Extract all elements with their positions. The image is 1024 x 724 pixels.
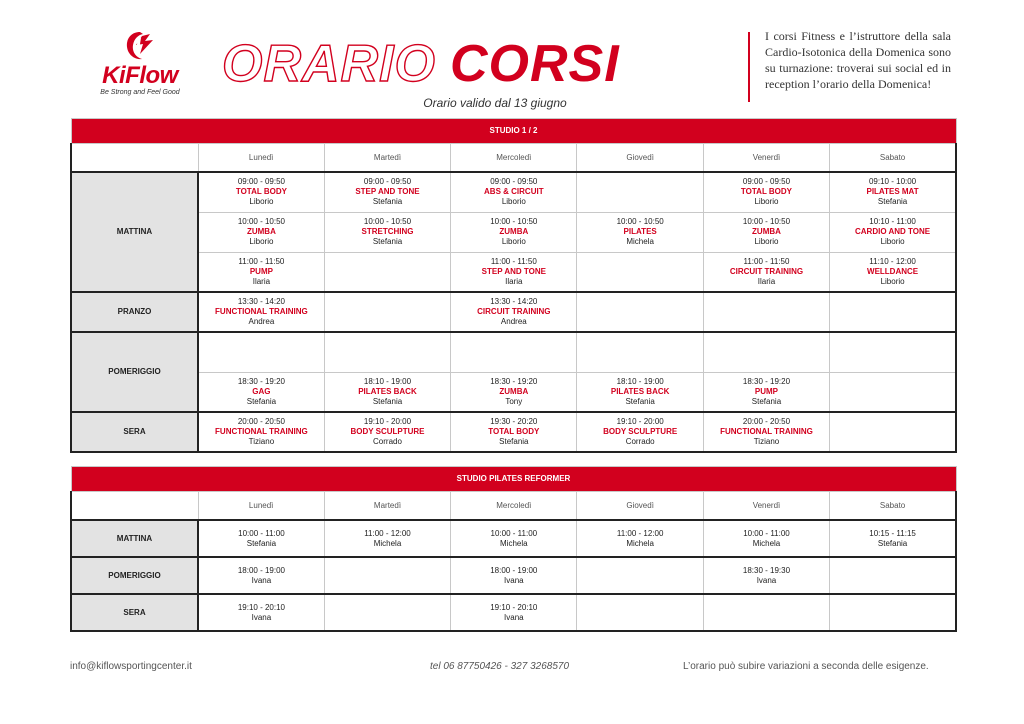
slot-instructor: Andrea (248, 317, 275, 326)
slot-class-name: ZUMBA (246, 227, 276, 236)
corner-cell (71, 144, 198, 173)
slot-class-name: PILATES BACK (610, 386, 670, 396)
slot-time: 10:10 - 11:00 (869, 217, 916, 226)
page-title (222, 36, 620, 96)
day-header: Sabato (830, 144, 956, 173)
slot-time: 09:00 - 09:50 (237, 177, 285, 187)
day-header: Giovedì (577, 492, 703, 521)
class-slot (703, 172, 829, 212)
slot-time: 10:00 - 10:50 (616, 217, 664, 226)
class-slot (324, 412, 450, 452)
slot-time: 18:10 - 19:00 (363, 376, 412, 386)
slot-time: 10:00 - 11:00 (490, 528, 538, 538)
class-slot (198, 252, 324, 292)
class-slot (703, 520, 829, 557)
brand-name: KiFlow (102, 62, 178, 89)
empty-slot (577, 332, 703, 372)
slot-class-name: STRETCHING (361, 227, 414, 236)
class-slot (451, 252, 577, 292)
slot-time: 19:10 - 20:00 (616, 417, 664, 426)
day-header: Mercoledì (451, 492, 577, 521)
footer-phone: tel 06 87750426 - 327 3268570 (430, 661, 570, 672)
slot-time: 19:10 - 20:10 (490, 602, 538, 612)
slot-instructor: Michela (373, 538, 402, 548)
slot-instructor: Liborio (249, 237, 274, 246)
note-divider (748, 32, 750, 102)
class-slot (451, 412, 577, 452)
slot-class-name: FUNCTIONAL TRAINING (215, 307, 308, 316)
slot-time: 09:10 - 10:00 (868, 177, 917, 187)
class-slot (577, 412, 703, 452)
footer-disclaimer: L’orario può subire variazioni a seconda delle esigenze. (683, 661, 929, 672)
class-slot (198, 557, 324, 594)
slot-class-name: STEP AND TONE (481, 266, 546, 276)
class-slot (198, 520, 324, 557)
slot-class-name: PILATES BACK (358, 386, 417, 396)
empty-slot (577, 252, 703, 292)
slot-class-name: ZUMBA (499, 227, 529, 236)
brand-tagline: Be Strong and Feel Good (100, 89, 180, 96)
slot-instructor: Stefania (246, 538, 277, 548)
class-slot (451, 594, 577, 631)
slot-class-name: TOTAL BODY (740, 187, 793, 197)
class-slot (198, 412, 324, 452)
class-slot (830, 172, 956, 212)
studio-title: STUDIO PILATES REFORMER (71, 467, 956, 492)
day-header: Lunedì (198, 492, 324, 521)
slot-class-name: CIRCUIT TRAINING (729, 266, 804, 276)
slot-instructor: Corrado (373, 437, 402, 446)
slot-instructor: Ivana (504, 612, 524, 622)
slot-instructor: Ivana (251, 575, 272, 585)
slot-class-name: CIRCUIT TRAINING (477, 307, 551, 316)
slot-time: 11:00 - 12:00 (616, 528, 664, 538)
class-slot (324, 520, 450, 557)
time-band-label: MATTINA (71, 520, 198, 557)
slot-time: 09:00 - 09:50 (742, 177, 791, 187)
day-header: Lunedì (198, 144, 324, 173)
empty-slot (324, 557, 450, 594)
slot-time: 19:30 - 20:20 (490, 417, 538, 426)
slot-class-name: PUMP (754, 386, 779, 396)
slot-instructor: Tony (505, 396, 523, 406)
title-outline: ORARIO (222, 35, 436, 93)
slot-time: 10:00 - 11:00 (238, 528, 285, 538)
time-band-label: POMERIGGIO (71, 557, 198, 594)
class-slot (830, 252, 956, 292)
slot-time: 18:30 - 19:20 (742, 376, 791, 386)
empty-slot (324, 594, 450, 631)
slot-instructor: Michela (626, 237, 654, 246)
slot-instructor: Stefania (372, 237, 403, 246)
validity-date: Orario valido dal 13 giugno (423, 96, 567, 110)
slot-time: 18:00 - 19:00 (490, 565, 538, 575)
slot-instructor: Michela (752, 538, 781, 548)
brand-logo (90, 30, 190, 96)
title-solid: CORSI (450, 35, 620, 93)
empty-slot (830, 332, 956, 372)
slot-class-name: BODY SCULPTURE (350, 427, 425, 436)
slot-class-name: WELLDANCE (867, 266, 919, 276)
time-band-label: MATTINA (71, 172, 198, 292)
slot-instructor: Liborio (754, 237, 779, 246)
class-slot (198, 212, 324, 252)
class-slot (324, 212, 450, 252)
class-slot (451, 557, 577, 594)
slot-instructor: Andrea (500, 317, 527, 326)
studio2-schedule (70, 466, 957, 632)
slot-instructor: Stefania (372, 396, 403, 406)
slot-time: 10:00 - 10:50 (237, 217, 285, 226)
empty-slot (577, 594, 703, 631)
slot-class-name: PILATES MAT (866, 187, 919, 197)
slot-time: 10:00 - 11:00 (743, 528, 790, 538)
time-band-label: POMERIGGIO (71, 332, 198, 412)
day-header: Giovedì (577, 144, 703, 173)
class-slot (703, 252, 829, 292)
class-slot (451, 292, 577, 332)
slot-time: 11:00 - 11:50 (490, 256, 537, 266)
class-slot (324, 372, 450, 412)
slot-instructor: Michela (626, 538, 654, 548)
slot-time: 18:30 - 19:30 (742, 565, 791, 575)
slot-instructor: Ivana (504, 575, 524, 585)
class-slot (703, 412, 829, 452)
time-band-label: PRANZO (71, 292, 198, 332)
slot-class-name: TOTAL BODY (488, 427, 540, 436)
slot-time: 13:30 - 14:20 (237, 297, 285, 306)
empty-slot (703, 594, 829, 631)
class-slot (830, 520, 956, 557)
empty-slot (451, 332, 577, 372)
class-slot (703, 557, 829, 594)
corner-cell (71, 492, 198, 521)
footer-email[interactable]: info@kiflowsportingcenter.it (70, 661, 192, 672)
empty-slot (577, 292, 703, 332)
empty-slot (830, 372, 956, 412)
class-slot (198, 372, 324, 412)
empty-slot (324, 292, 450, 332)
time-band-label: SERA (71, 594, 198, 631)
slot-time: 13:30 - 14:20 (490, 297, 538, 306)
slot-instructor: Liborio (249, 197, 274, 207)
empty-slot (577, 557, 703, 594)
slot-time: 11:00 - 11:50 (743, 256, 790, 266)
slot-instructor: Stefania (625, 396, 655, 406)
slot-class-name: CARDIO AND TONE (855, 227, 931, 236)
slot-instructor: Ilaria (252, 276, 271, 286)
slot-instructor: Stefania (877, 538, 908, 548)
class-slot (577, 212, 703, 252)
empty-slot (830, 594, 956, 631)
slot-class-name: STEP AND TONE (355, 187, 420, 197)
slot-time: 20:00 - 20:50 (237, 417, 285, 426)
slot-instructor: Ilaria (757, 276, 776, 286)
class-slot (451, 372, 577, 412)
empty-slot (324, 252, 450, 292)
slot-time: 18:30 - 19:20 (490, 376, 538, 386)
empty-slot (830, 557, 956, 594)
slot-time: 10:15 - 11:15 (869, 528, 916, 538)
empty-slot (830, 412, 956, 452)
day-header: Martedì (324, 144, 450, 173)
slot-class-name: TOTAL BODY (235, 187, 287, 197)
empty-slot (703, 332, 829, 372)
slot-instructor: Tiziano (248, 437, 275, 446)
slot-instructor: Stefania (246, 396, 277, 406)
slot-class-name: GAG (252, 386, 271, 396)
slot-class-name: FUNCTIONAL TRAINING (215, 427, 308, 436)
day-header: Venerdì (703, 144, 829, 173)
sunday-note: I corsi Fitness e l’istruttore della sala Cardio-Isotonica della Domenica sono su turnazione: troverai sui social ed in reception l’orario della Domenica! (765, 29, 951, 91)
empty-slot (324, 332, 450, 372)
slot-instructor: Stefania (372, 197, 403, 207)
slot-time: 20:00 - 20:50 (742, 417, 791, 426)
slot-instructor: Ivana (251, 612, 272, 622)
class-slot (577, 520, 703, 557)
class-slot (198, 292, 324, 332)
slot-time: 19:10 - 20:00 (363, 417, 412, 426)
slot-instructor: Ivana (756, 575, 777, 585)
slot-class-name: ZUMBA (752, 227, 781, 236)
slot-instructor: Stefania (751, 396, 782, 406)
slot-instructor: Liborio (880, 237, 905, 246)
slot-time: 18:10 - 19:00 (616, 376, 664, 386)
empty-slot (703, 292, 829, 332)
slot-class-name: PUMP (249, 266, 273, 276)
slot-time: 19:10 - 20:10 (237, 602, 285, 612)
slot-time: 10:00 - 10:50 (363, 217, 412, 226)
class-slot (451, 520, 577, 557)
slot-instructor: Liborio (880, 276, 905, 286)
slot-instructor: Corrado (625, 437, 655, 446)
slot-instructor: Ilaria (505, 276, 523, 286)
slot-time: 09:00 - 09:50 (490, 177, 538, 187)
slot-instructor: Liborio (501, 197, 526, 207)
slot-time: 11:00 - 11:50 (238, 256, 285, 266)
day-header: Mercoledì (451, 144, 577, 173)
slot-class-name: ZUMBA (499, 386, 529, 396)
slot-time: 11:00 - 12:00 (364, 528, 411, 538)
slot-instructor: Liborio (754, 197, 779, 207)
class-slot (830, 212, 956, 252)
slot-class-name: ABS & CIRCUIT (484, 187, 544, 197)
slot-instructor: Michela (500, 538, 528, 548)
slot-time: 10:00 - 10:50 (742, 217, 791, 226)
class-slot (451, 212, 577, 252)
slot-instructor: Liborio (501, 237, 526, 246)
slot-time: 10:00 - 10:50 (490, 217, 538, 226)
time-band-label: SERA (71, 412, 198, 452)
class-slot (451, 172, 577, 212)
class-slot (703, 212, 829, 252)
slot-time: 18:30 - 19:20 (237, 376, 285, 386)
slot-class-name: BODY SCULPTURE (603, 427, 678, 436)
class-slot (198, 172, 324, 212)
day-header: Sabato (830, 492, 956, 521)
day-header: Venerdì (703, 492, 829, 521)
class-slot (577, 372, 703, 412)
slot-instructor: Stefania (499, 437, 529, 446)
studio1-schedule (70, 118, 957, 453)
empty-slot (830, 292, 956, 332)
slot-instructor: Tiziano (753, 437, 780, 446)
empty-slot (198, 332, 324, 372)
empty-slot (577, 172, 703, 212)
class-slot (198, 594, 324, 631)
slot-class-name: PILATES (623, 227, 657, 236)
slot-time: 11:10 - 12:00 (869, 256, 916, 266)
slot-instructor: Stefania (877, 197, 908, 207)
studio-title: STUDIO 1 / 2 (71, 119, 956, 144)
kiflow-logo-icon (123, 30, 157, 62)
class-slot (703, 372, 829, 412)
day-header: Martedì (324, 492, 450, 521)
slot-class-name: FUNCTIONAL TRAINING (720, 427, 813, 436)
slot-time: 09:00 - 09:50 (363, 177, 412, 187)
class-slot (324, 172, 450, 212)
slot-time: 18:00 - 19:00 (237, 565, 285, 575)
